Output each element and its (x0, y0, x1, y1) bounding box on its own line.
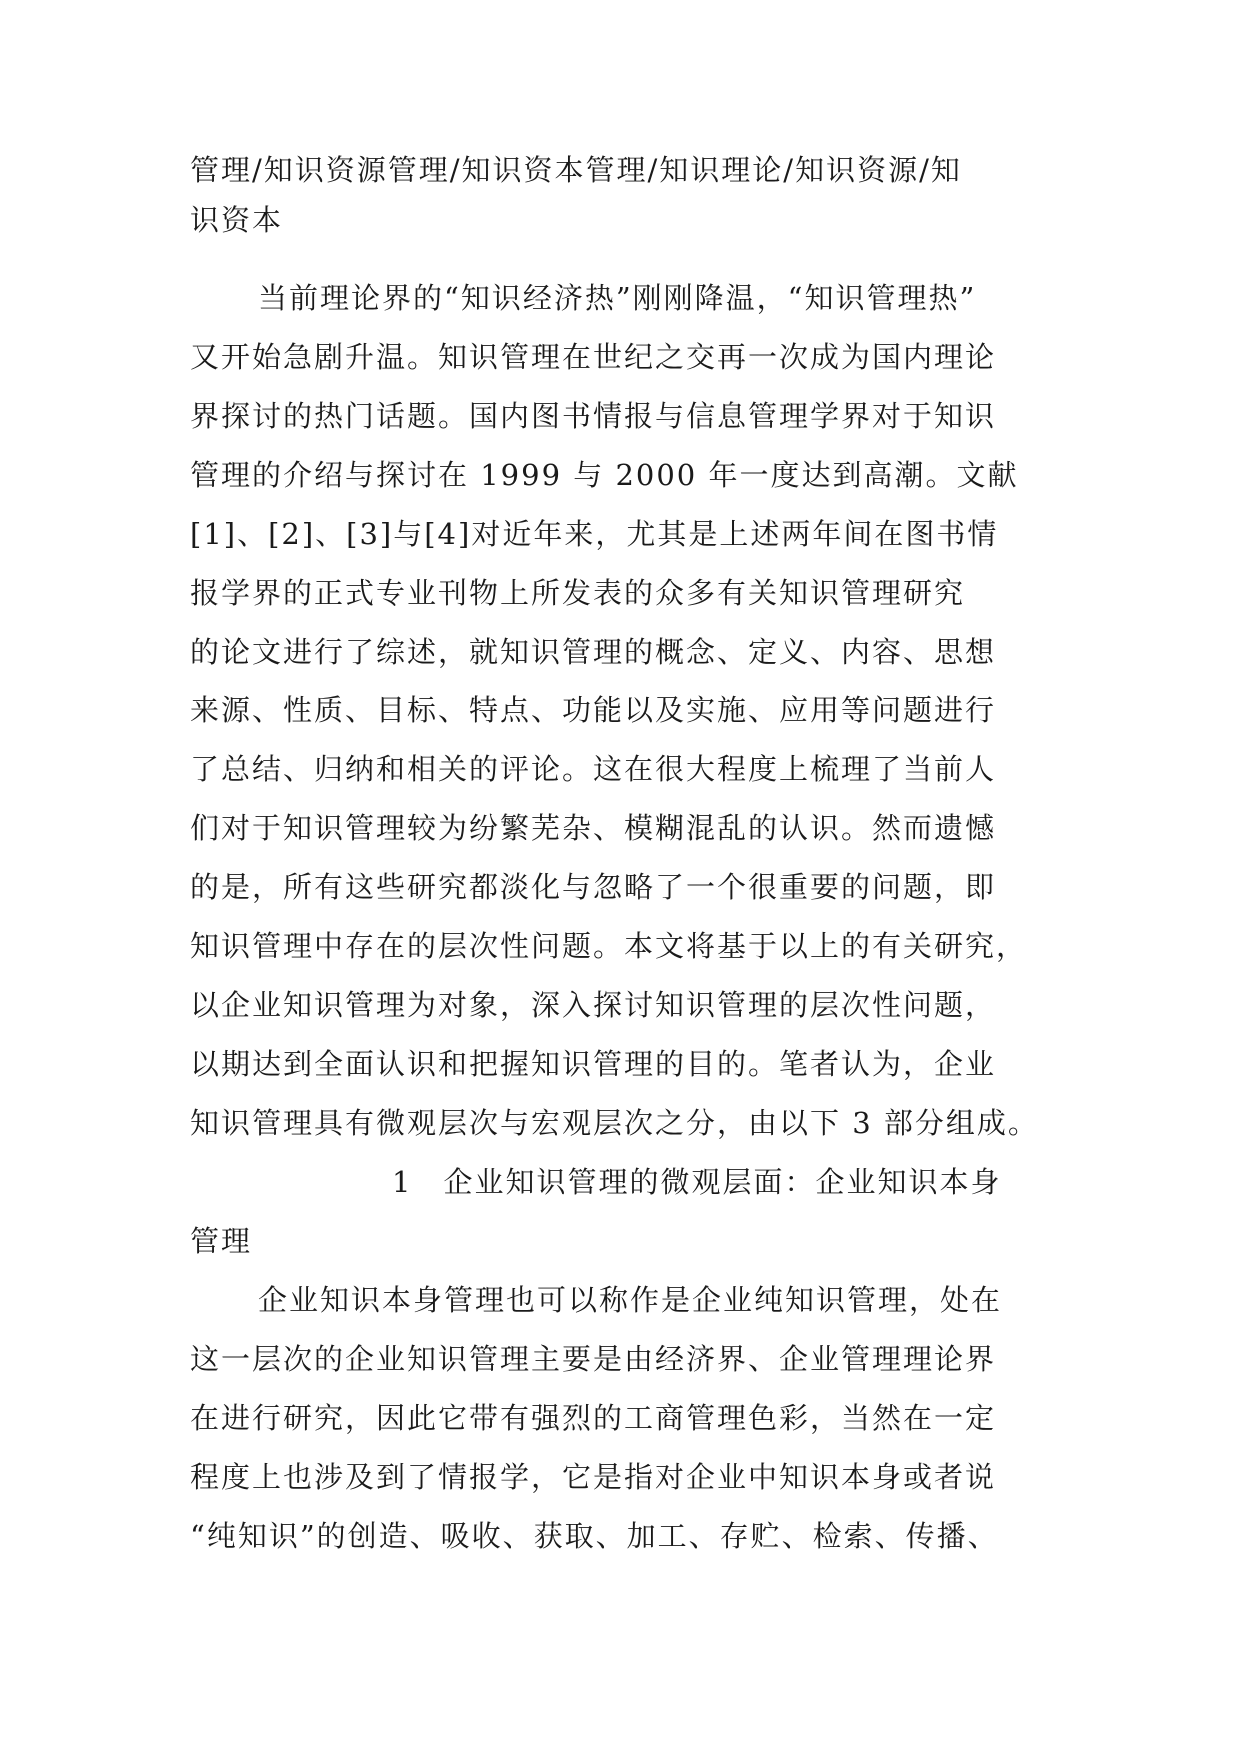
paragraph-line: 们对于知识管理较为纷繁芜杂、模糊混乱的认识。然而遗憾 (190, 811, 997, 845)
paragraph-line: 报学界的正式专业刊物上所发表的众多有关知识管理研究 (190, 576, 966, 610)
paragraph-line: 程度上也涉及到了情报学，它是指对企业中知识本身或者说 (190, 1460, 997, 1494)
paragraph-line: 以期达到全面认识和把握知识管理的目的。笔者认为，企业 (190, 1047, 997, 1081)
paragraph-line: 了总结、归纳和相关的评论。这在很大程度上梳理了当前人 (190, 752, 997, 786)
section-heading: 1 企业知识管理的微观层面：企业知识本身 (392, 1165, 1002, 1199)
paragraph-line: 界探讨的热门话题。国内图书情报与信息管理学界对于知识 (190, 399, 997, 433)
paragraph-line: 知识管理中存在的层次性问题。本文将基于以上的有关研究， (190, 929, 1028, 963)
section-heading: 管理 (190, 1224, 253, 1258)
paragraph-line: 来源、性质、目标、特点、功能以及实施、应用等问题进行 (190, 693, 997, 727)
paragraph-line: 当前理论界的“知识经济热”刚刚降温，“知识管理热” (258, 281, 977, 315)
paragraph-line: 管理的介绍与探讨在 1999 与 2000 年一度达到高潮。文献 (190, 458, 1019, 492)
paragraph-line: 又开始急剧升温。知识管理在世纪之交再一次成为国内理论 (190, 340, 997, 374)
paragraph-line: “纯知识”的创造、吸收、获取、加工、存贮、检索、传播、 (190, 1519, 999, 1553)
paragraph-line: 在进行研究，因此它带有强烈的工商管理色彩，当然在一定 (190, 1401, 997, 1435)
paragraph-line: 的是，所有这些研究都淡化与忽略了一个很重要的问题，即 (190, 870, 997, 904)
text-line: 管理/知识资源管理/知识资本管理/知识理论/知识资源/知 (190, 153, 962, 187)
paragraph-line: [1]、[2]、[3]与[4]对近年来，尤其是上述两年间在图书情 (190, 517, 999, 551)
text-line: 识资本 (190, 203, 284, 237)
paragraph-line: 知识管理具有微观层次与宏观层次之分，由以下 3 部分组成。 (190, 1106, 1039, 1140)
paragraph-line: 这一层次的企业知识管理主要是由经济界、企业管理理论界 (190, 1342, 997, 1376)
paragraph-line: 以企业知识管理为对象，深入探讨知识管理的层次性问题， (190, 988, 997, 1022)
paragraph-line: 的论文进行了综述，就知识管理的概念、定义、内容、思想 (190, 635, 997, 669)
paragraph-line: 企业知识本身管理也可以称作是企业纯知识管理，处在 (258, 1283, 1003, 1317)
